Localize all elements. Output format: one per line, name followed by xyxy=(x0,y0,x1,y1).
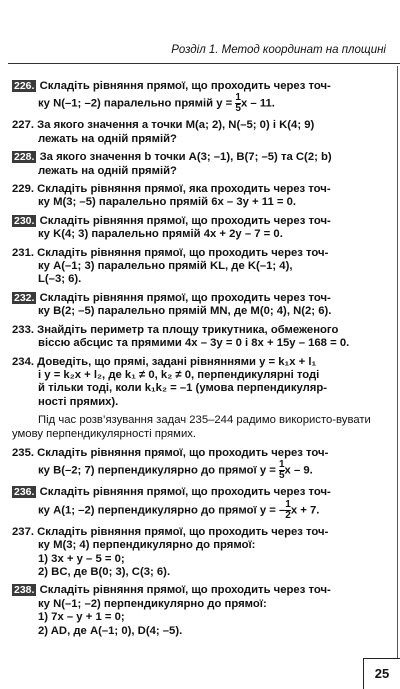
problem-text-line: Складіть рівняння прямої, яка проходить через точ- xyxy=(34,183,331,196)
sub-item: 1) 7x – y + 1 = 0; xyxy=(38,611,125,624)
problem-text-line: ку M(3; –5) паралельно прямій 6x – 3y + 11 = 0. xyxy=(38,196,297,209)
fraction-denominator: 2 xyxy=(285,509,291,521)
problem-item xyxy=(12,526,384,580)
problem-item xyxy=(12,584,384,638)
fraction-numerator: 1 xyxy=(285,498,291,510)
fraction-numerator: 1 xyxy=(235,92,241,104)
problem-item xyxy=(12,486,384,520)
problem-number: 236. xyxy=(14,486,35,499)
problem-text-line: Складіть рівняння прямої, що проходить через точ- xyxy=(36,80,331,92)
problem-text-line: Знайдіть периметр та площу трикутника, обмеженого xyxy=(34,323,339,336)
problem-number: 238. xyxy=(14,584,35,597)
problem-text-line: Складіть рівняння прямої, що проходить через точ- xyxy=(34,246,329,259)
fraction-numerator: 1 xyxy=(278,459,285,471)
problem-text-line: ку K(4; 3) паралельно прямій 4x + 2y – 7 = 0. xyxy=(38,228,283,241)
problem-text-line: Складіть рівняння прямої, що проходить через точ- xyxy=(36,214,331,227)
problem-item xyxy=(12,247,384,287)
problem-text-line: За якого значення b точки A(3; –1), B(7; –5) та C(2; b) xyxy=(36,151,332,164)
sub-item: 1) 3x + y – 5 = 0; xyxy=(38,552,125,565)
problem-text-line: ку N(–1; –2) перпендикулярно до прямої: xyxy=(38,597,267,610)
page-number: 25 xyxy=(363,658,400,689)
problem-text-line: Складіть рівняння прямої, що проходить через точ- xyxy=(36,486,331,499)
header-title: Розділ 1. Метод координат на площині xyxy=(171,44,386,56)
problem-text-line: За якого значення a точки M(a; 2), N(–5; 0) і K(4; 9) xyxy=(34,119,315,132)
problem-text-line: ку B(2; –5) паралельно прямій MN, де M(0; 4), N(2; 6). xyxy=(38,305,332,318)
problem-number: 235. xyxy=(12,446,34,459)
problem-list xyxy=(12,80,384,643)
problem-text-line: віссю абсцис та прямими 4x – 3y = 0 і 8x + 15y – 168 = 0. xyxy=(38,337,350,350)
note-paragraph: Під час розв’язування задач 235–244 радимо використо-вувати умову перпендикулярності прямих. xyxy=(12,414,371,440)
problem-item xyxy=(12,447,384,481)
problem-item xyxy=(12,292,384,319)
problem-text-line: й тільки тоді, коли k₁k₂ = –1 (умова перпендикуляр- xyxy=(38,382,328,395)
problem-text-line: ку N(–1; –2) паралельно прямій y = $\frac{1}{5}$ x – 11. xyxy=(38,92,275,115)
problem-text-line: ності прямих). xyxy=(38,395,119,408)
expression-tail: x + 7. xyxy=(290,504,320,517)
problem-number: 229. xyxy=(12,183,34,196)
problem-number: 233. xyxy=(12,323,34,336)
problem-item xyxy=(12,151,384,178)
problem-number: 232. xyxy=(14,291,35,304)
problem-text-line: і y = k₂x + l₂, де k₁ ≠ 0, k₂ ≠ 0, перпендикулярні тоді xyxy=(38,368,320,381)
margin-rule xyxy=(397,66,398,659)
problem-number: 231. xyxy=(12,246,34,259)
problem-number: 226. xyxy=(14,80,35,92)
sub-item: 2) AD, де A(–1; 0), D(4; –5). xyxy=(38,624,183,637)
problem-text-line: Доведіть, що прямі, задані рівняннями y = k₁x + l₁ xyxy=(34,355,317,368)
problem-text-line: ку A(1; –2) перпендикулярно до прямої y = – $\frac{1}{2}$ x + 7. xyxy=(38,498,320,521)
sub-item: 2) BC, де B(0; 3), C(3; 6). xyxy=(38,565,171,578)
problem-text-line: лежать на одній прямій? xyxy=(38,132,177,145)
fraction-denominator: 5 xyxy=(278,470,285,482)
problem-text-line: ку B(–2; 7) перпендикулярно до прямої y = $\frac{1}{5}$ x – 9. xyxy=(38,459,313,482)
problem-item xyxy=(12,215,384,242)
problem-number: 237. xyxy=(12,525,34,538)
problem-item xyxy=(12,119,384,146)
problem-item xyxy=(12,324,384,351)
problem-number: 234. xyxy=(12,355,34,368)
problem-number: 230. xyxy=(14,214,35,227)
problem-text-line: лежать на одній прямій? xyxy=(38,164,177,177)
problem-text-line: Складіть рівняння прямої, що проходить через точ- xyxy=(34,446,329,459)
fraction-denominator: 5 xyxy=(235,103,241,115)
expression-tail: x – 11. xyxy=(240,97,275,110)
problem-number: 228. xyxy=(14,151,35,164)
problem-text-line: Складіть рівняння прямої, що проходить через точ- xyxy=(34,525,329,538)
problem-text-line: Складіть рівняння прямої, що проходить через точ- xyxy=(36,584,331,597)
problem-item xyxy=(12,80,384,114)
problem-text-line: ку M(3; 4) перпендикулярно до прямої: xyxy=(38,539,256,552)
problem-item xyxy=(12,356,384,410)
header-rule xyxy=(8,63,400,64)
problem-number: 227. xyxy=(12,119,34,132)
problem-text-line: Складіть рівняння прямої, що проходить через точ- xyxy=(36,291,331,304)
problem-text-line: L(–3; 6). xyxy=(38,273,82,286)
problem-item xyxy=(12,183,384,210)
page-header xyxy=(0,0,400,78)
problem-text-line: ку A(–1; 3) паралельно прямій KL, де K(–1; 4), xyxy=(38,260,293,273)
expression-tail: x – 9. xyxy=(284,464,313,477)
